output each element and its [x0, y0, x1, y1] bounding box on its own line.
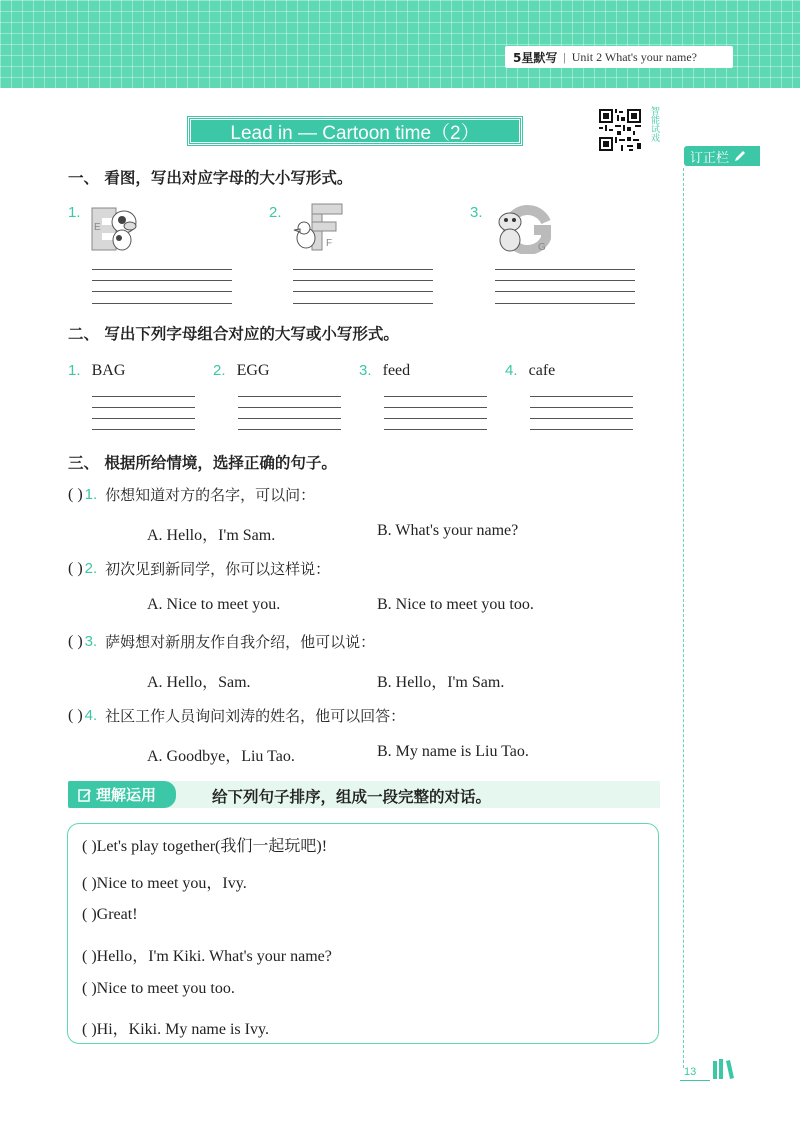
- practice-row: [82, 906, 138, 924]
- s3-q1-option-b[interactable]: B. What's your name?: [377, 522, 519, 539]
- s1-item3-writing-lines[interactable]: [495, 269, 635, 305]
- practice-row4-text: Hello，I'm Kiki. What's your name?: [96, 948, 332, 965]
- s3-question2: [68, 558, 330, 579]
- s3-q2-text: 初次见到新同学，你可以这样说：: [105, 560, 331, 578]
- s2-item3-writing-lines[interactable]: [384, 396, 487, 430]
- letter-e-glyph: E: [94, 222, 101, 233]
- practice-row1-blank[interactable]: ( ): [82, 838, 97, 855]
- s2-item3-word: feed: [382, 362, 411, 379]
- s1-item2-number: 2.: [269, 204, 282, 221]
- s3-question3: [68, 631, 375, 652]
- practice-dialogue-box: [67, 823, 659, 1044]
- s1-item2-writing-lines[interactable]: [293, 269, 433, 305]
- practice-row2-blank[interactable]: ( ): [82, 875, 97, 892]
- header-unit-tag: [505, 46, 733, 68]
- s2-item3: [359, 360, 410, 380]
- s2-item1: [68, 360, 125, 380]
- qr-code-icon[interactable]: [597, 107, 643, 153]
- correction-column-tab: [684, 146, 760, 166]
- letter-f-duck-picture: [292, 200, 348, 254]
- s2-item4-writing-lines[interactable]: [530, 396, 633, 430]
- practice-row: [82, 980, 235, 998]
- s3-q3-option-a[interactable]: A. Hello，Sam.: [147, 674, 251, 691]
- s2-item4-number: 4.: [505, 362, 518, 379]
- s1-item3-number: 3.: [470, 204, 483, 221]
- practice-row: [82, 833, 327, 856]
- practice-row2-text: Nice to meet you，Ivy.: [96, 875, 247, 892]
- practice-badge: [68, 781, 176, 808]
- qr-caption: 智能试戏: [649, 106, 659, 142]
- practice-badge-label: 理解运用: [96, 786, 157, 804]
- letter-g-animal-picture: [494, 202, 552, 254]
- s3-q2-answer-blank[interactable]: ( ): [68, 559, 83, 577]
- letter-f-glyph: F: [326, 238, 333, 249]
- s3-question4: [68, 705, 405, 726]
- s2-item1-writing-lines[interactable]: [92, 396, 195, 430]
- s2-item1-word: BAG: [91, 362, 126, 379]
- s2-item2-writing-lines[interactable]: [238, 396, 341, 430]
- letter-g-glyph: G: [538, 242, 546, 253]
- s2-item1-number: 1.: [68, 362, 81, 379]
- lesson-title: Lead in — Cartoon time（2）: [188, 117, 522, 145]
- unit-title: Unit 2 What's your name?: [571, 49, 698, 64]
- books-icon: [712, 1058, 736, 1080]
- s3-q3-text: 萨姆想对新朋友作自我介绍，他可以说：: [105, 633, 376, 651]
- practice-row3-text: Great!: [96, 906, 138, 923]
- s2-item3-number: 3.: [359, 362, 372, 379]
- practice-row3-blank[interactable]: ( ): [82, 906, 97, 923]
- s3-q2-number: 2.: [84, 560, 98, 577]
- s3-q1-text: 你想知道对方的名字，可以问：: [105, 486, 316, 504]
- correction-column-divider: [683, 168, 684, 1068]
- s1-item1-writing-lines[interactable]: [92, 269, 232, 305]
- page-number: 13: [684, 1066, 697, 1078]
- s3-q1-answer-blank[interactable]: ( ): [68, 485, 83, 503]
- s2-item2-word: EGG: [236, 362, 270, 379]
- s3-q3-answer-blank[interactable]: ( ): [68, 632, 83, 650]
- practice-row1-text: Let's play together(我们一起玩吧)!: [96, 838, 328, 855]
- letter-e-cow-picture: [88, 202, 144, 254]
- practice-row5-blank[interactable]: ( ): [82, 980, 97, 997]
- footer-rule: [680, 1080, 710, 1081]
- s3-question1: [68, 484, 315, 505]
- s2-item2-number: 2.: [213, 362, 226, 379]
- practice-row: [82, 1016, 269, 1039]
- s2-item4-word: cafe: [528, 362, 556, 379]
- header-separator: |: [563, 49, 566, 64]
- s3-q3-number: 3.: [84, 633, 98, 650]
- series-brand: 5星默写: [513, 50, 558, 65]
- s3-q2-option-a[interactable]: A. Nice to meet you.: [147, 596, 281, 613]
- correction-column-label: 订正栏: [690, 150, 730, 166]
- section1-title: 一、 看图，写出对应字母的大小写形式。: [68, 169, 353, 187]
- practice-row6-blank[interactable]: ( ): [82, 1021, 97, 1038]
- practice-row6-text: Hi，Kiki. My name is Ivy.: [96, 1021, 269, 1038]
- s2-item2: [213, 360, 270, 380]
- practice-row: [82, 870, 247, 893]
- practice-row: [82, 943, 332, 966]
- practice-row4-blank[interactable]: ( ): [82, 948, 97, 965]
- s3-q1-option-a[interactable]: A. Hello，I'm Sam.: [147, 527, 276, 544]
- practice-row5-text: Nice to meet you too.: [96, 980, 235, 997]
- section3-title: 三、 根据所给情境，选择正确的句子。: [68, 454, 337, 472]
- header-band: [0, 0, 800, 88]
- s3-q3-option-b[interactable]: B. Hello，I'm Sam.: [377, 674, 505, 691]
- s3-q4-answer-blank[interactable]: ( ): [68, 706, 83, 724]
- s1-item1-number: 1.: [68, 204, 81, 221]
- s3-q2-option-b[interactable]: B. Nice to meet you too.: [377, 596, 534, 613]
- s3-q4-option-b[interactable]: B. My name is Liu Tao.: [377, 743, 529, 760]
- pencil-icon: [733, 149, 747, 163]
- s2-item4: [505, 360, 555, 380]
- s3-q4-number: 4.: [84, 707, 98, 724]
- s3-q4-option-a[interactable]: A. Goodbye，Liu Tao.: [147, 748, 295, 765]
- edit-note-icon: [78, 788, 92, 802]
- s3-q4-text: 社区工作人员询问刘涛的姓名，他可以回答：: [105, 707, 406, 725]
- practice-instruction: 给下列句子排序，组成一段完整的对话。: [212, 788, 492, 806]
- section2-title: 二、 写出下列字母组合对应的大写或小写形式。: [68, 325, 399, 343]
- s3-q1-number: 1.: [84, 486, 98, 503]
